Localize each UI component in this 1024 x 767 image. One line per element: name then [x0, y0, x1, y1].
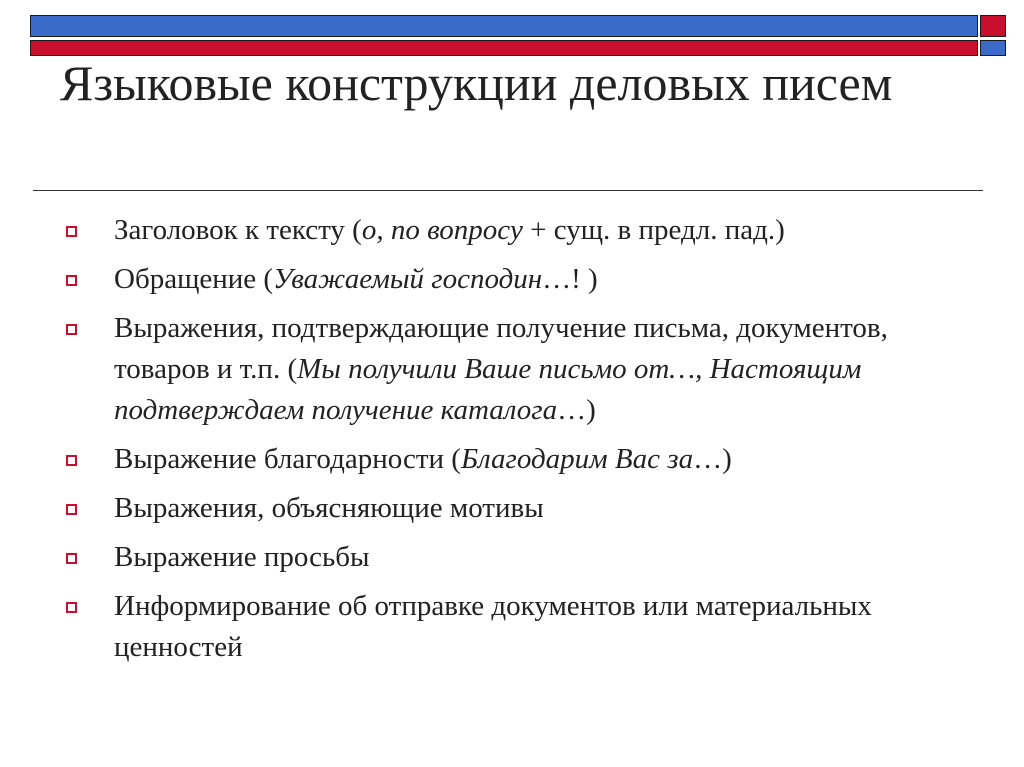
- list-item: [60, 308, 960, 431]
- list-item: [60, 259, 960, 300]
- list-item: [60, 488, 960, 529]
- square-bullet-icon: [66, 275, 77, 286]
- square-bullet-icon: [66, 324, 77, 335]
- slide-title: Языковые конструкции деловых писем: [60, 55, 893, 111]
- top-blue-bar: [30, 15, 978, 37]
- square-bullet-icon: [66, 602, 77, 613]
- item-tail: …! ): [542, 263, 598, 295]
- corner-blue-square: [980, 40, 1006, 56]
- item-tail: …): [557, 394, 596, 426]
- item-text: Выражения, объясняющие мотивы: [114, 492, 544, 524]
- square-bullet-icon: [66, 553, 77, 564]
- list-item: [60, 439, 960, 480]
- item-text: Выражение благодарности (: [114, 443, 461, 475]
- item-text: Обращение (: [114, 263, 274, 295]
- list-item: [60, 586, 960, 668]
- item-tail: + сущ. в предл. пад.): [522, 214, 785, 246]
- list-item: [60, 210, 960, 251]
- item-text: Информирование об отправке документов или материальных ценностей: [114, 590, 872, 663]
- square-bullet-icon: [66, 455, 77, 466]
- item-example: Уважаемый господин: [273, 263, 543, 295]
- square-bullet-icon: [66, 504, 77, 515]
- item-text: Заголовок к тексту (: [114, 214, 362, 246]
- corner-red-square: [980, 15, 1006, 37]
- bullet-list: [60, 210, 960, 676]
- item-text: Выражения, подтверждающие получение письма, документов, товаров и т.п. (: [114, 312, 888, 385]
- item-example: Мы получили Ваше письмо от…, Настоящим подтверждаем получение каталога: [114, 353, 862, 426]
- item-tail: …): [693, 443, 732, 475]
- item-example: о, по вопросу: [361, 214, 523, 246]
- list-item: [60, 537, 960, 578]
- item-example: Благодарим Вас за: [460, 443, 694, 475]
- title-divider: [33, 190, 983, 191]
- item-text: Выражение просьбы: [114, 541, 370, 573]
- square-bullet-icon: [66, 226, 77, 237]
